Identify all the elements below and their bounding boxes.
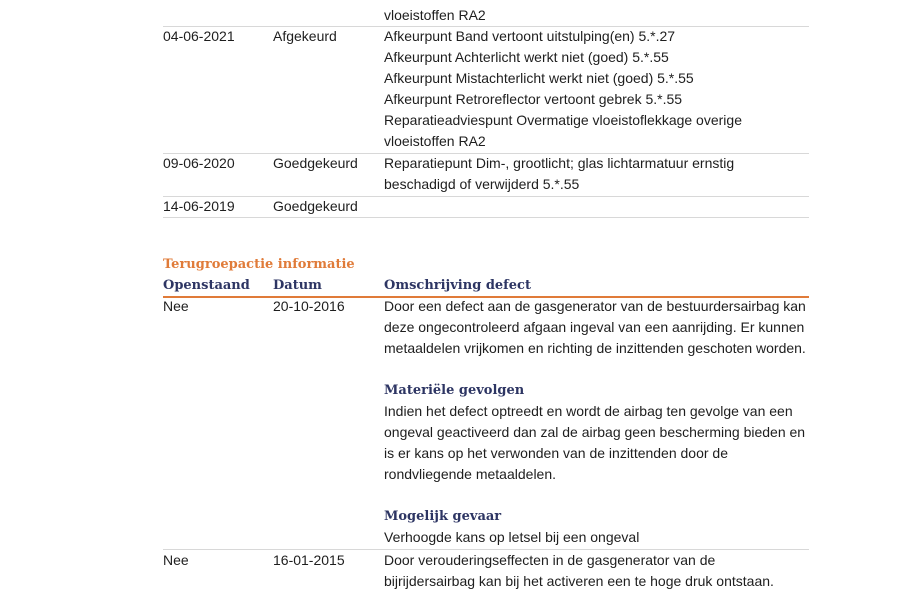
recall-open: Nee <box>163 298 189 314</box>
danger-line: Verhoogde kans op letsel bij een ongeval <box>384 529 640 545</box>
description-line: Door een defect aan de gasgenerator van de bestuurdersairbag kan <box>384 298 806 314</box>
recall-open: Nee <box>163 552 189 568</box>
history-remark: Afkeurpunt Achterlicht werkt niet (goed) 5.*.55 <box>384 49 669 65</box>
recall-header-open: Openstaand <box>163 278 250 293</box>
consequences-line: ongeval geactiveerd dan zal de airbag geen bescherming bieden en <box>384 424 806 440</box>
history-result: Afgekeurd <box>273 28 337 44</box>
danger-heading: Mogelijk gevaar <box>384 509 502 524</box>
history-remark: Reparatiepunt Dim-, grootlicht; glas lichtarmatuur ernstig <box>384 155 735 171</box>
history-remark: Afkeurpunt Retroreflector vertoont gebrek 5.*.55 <box>384 91 683 107</box>
description-line: Door verouderingseffecten in de gasgenerator van de <box>384 552 716 568</box>
consequences-line: Indien het defect optreedt en wordt de airbag ten gevolge van een <box>384 403 793 419</box>
history-remark: vloeistoffen RA2 <box>384 133 486 149</box>
history-remark: Afkeurpunt Band vertoont uitstulping(en) 5.*.27 <box>384 28 676 44</box>
history-remark: Reparatieadviespunt Overmatige vloeistoflekkage overige <box>384 112 742 128</box>
row-divider <box>163 217 809 218</box>
history-date: 14-06-2019 <box>163 198 235 214</box>
recall-description <box>384 296 809 548</box>
history-remarks <box>384 153 809 195</box>
history-result: Goedgekeurd <box>273 155 358 171</box>
history-remark: vloeistoffen RA2 <box>384 7 486 23</box>
description-line: bijrijdersairbag kan bij het activeren een te hoge druk ontstaan. <box>384 573 774 589</box>
history-date: 09-06-2020 <box>163 155 235 171</box>
history-remarks <box>384 26 809 152</box>
row-divider <box>163 196 809 197</box>
consequences-line: rondvliegende metaaldelen. <box>384 466 557 482</box>
consequences-line: is er kans op het verwonden van de inzittenden door de <box>384 445 729 461</box>
recall-section-title: Terugroepactie informatie <box>163 257 355 272</box>
recall-description <box>384 550 809 592</box>
paragraph-gap <box>384 485 809 506</box>
recall-date: 16-01-2015 <box>273 552 345 568</box>
paragraph-gap <box>384 359 809 380</box>
consequences-heading: Materiële gevolgen <box>384 383 525 398</box>
history-result: Goedgekeurd <box>273 198 358 214</box>
recall-date: 20-10-2016 <box>273 298 345 314</box>
history-remark: beschadigd of verwijderd 5.*.55 <box>384 176 580 192</box>
recall-header-description: Omschrijving defect <box>384 278 531 293</box>
description-line: metaaldelen vrijkomen en richting de inzittenden geschoten worden. <box>384 340 806 356</box>
recall-header-date: Datum <box>273 278 322 293</box>
history-remark: Afkeurpunt Mistachterlicht werkt niet (goed) 5.*.55 <box>384 70 694 86</box>
history-date: 04-06-2021 <box>163 28 235 44</box>
description-line: deze ongecontroleerd afgaan ingeval van een aanrijding. Er kunnen <box>384 319 805 335</box>
